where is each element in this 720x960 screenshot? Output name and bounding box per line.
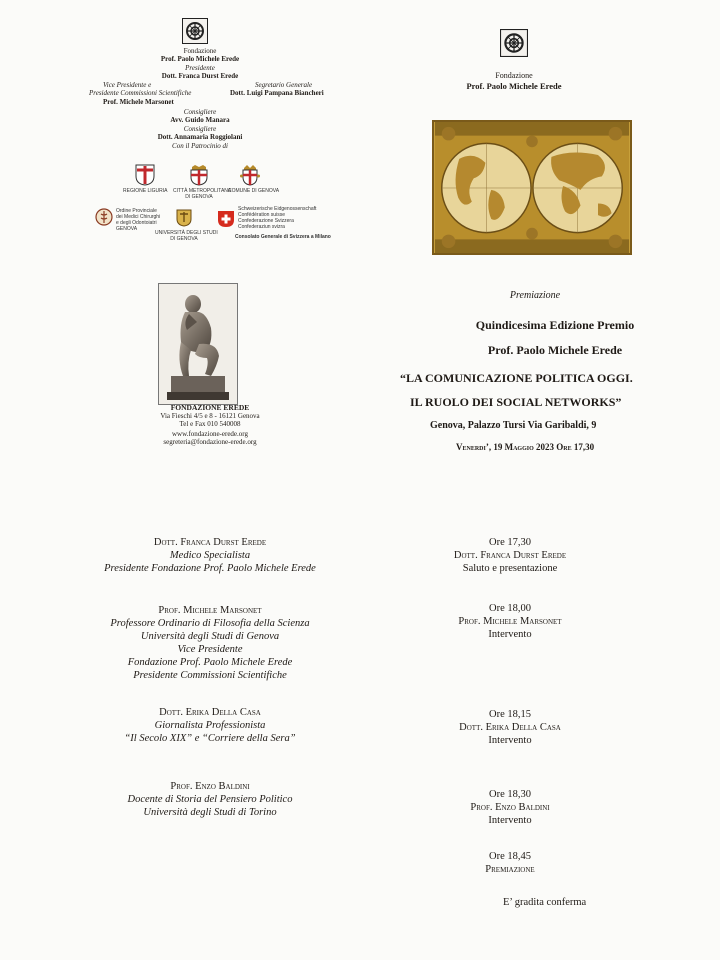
program-speaker: Dott. Erika Della Casa <box>459 722 561 733</box>
program-item <box>420 602 600 708</box>
address-title: FONDAZIONE EREDE <box>170 403 250 412</box>
program-time: Ore 18,00 <box>489 603 531 614</box>
premiazione-label: Premiazione <box>509 290 561 301</box>
speaker-line: Giornalista Professionista <box>154 720 266 731</box>
speaker-name: Prof. Enzo Baldini <box>170 781 250 792</box>
event-title-line-1: “LA COMUNICAZIONE POLITICA OGGI. <box>400 371 633 385</box>
swiss-label-1: Schweizerische Eidgenossenschaft <box>238 206 317 212</box>
foundation-label: Fondazione <box>183 47 217 55</box>
speaker-line: Docente di Storia del Pensiero Politico <box>127 794 293 805</box>
speaker-name: Prof. Michele Marsonet <box>158 605 262 616</box>
program-activity: Intervento <box>488 815 532 826</box>
program-item <box>420 536 600 602</box>
speaker-line: Presidente Commissioni Scientifiche <box>133 670 287 681</box>
ordine-medici-label-2: dei Medici Chirurghi <box>116 214 161 220</box>
citta-metropolitana-label-1: CITTÀ METROPOLITANA <box>173 188 232 194</box>
prize-name: Prof. Paolo Michele Erede <box>487 343 623 357</box>
thinker-statue-image <box>158 283 238 405</box>
program-activity: Saluto e presentazione <box>462 563 558 574</box>
speaker-line: Fondazione Prof. Paolo Michele Erede <box>127 657 293 668</box>
rsvp-note: E’ gradita conferma <box>503 897 587 908</box>
vice-role-2: Presidente Commissioni Scientifiche <box>89 89 192 97</box>
edition-title: Quindicesima Edizione Premio <box>475 318 635 332</box>
foundation-knot-logo <box>182 18 208 44</box>
comune-genova-crest-icon <box>240 164 260 186</box>
program-speaker: Premiazione <box>485 864 535 875</box>
program-activity: Intervento <box>488 629 532 640</box>
program-speaker: Dott. Franca Durst Erede <box>453 550 567 561</box>
speaker-line: Università degli Studi di Torino <box>143 807 277 818</box>
speaker-name: Dott. Erika Della Casa <box>159 707 261 718</box>
program-time: Ore 18,45 <box>489 851 531 862</box>
speaker-line: Università degli Studi di Genova <box>140 631 280 642</box>
secretary-role: Segretario Generale <box>255 81 313 89</box>
program-time: Ore 17,30 <box>489 537 531 548</box>
patronage-label: Con il Patrocinio di <box>172 142 228 150</box>
ordine-medici-logo-icon <box>95 208 113 226</box>
program-time: Ore 18,15 <box>489 709 531 720</box>
vice-role-1: Vice Presidente e <box>103 81 152 89</box>
universita-genova-crest-icon <box>176 209 192 227</box>
counsellor-name-1: Avv. Guido Manara <box>170 116 230 124</box>
comune-genova-label: COMUNE DI GENOVA <box>228 188 280 194</box>
right-foundation-name: Prof. Paolo Michele Erede <box>466 81 562 91</box>
ordine-medici-label-4: GENOVA <box>116 226 138 232</box>
speaker-line: Medico Specialista <box>169 550 251 561</box>
swiss-label-4: Confederaziun svizra <box>238 224 285 230</box>
program-speaker: Prof. Enzo Baldini <box>470 802 550 813</box>
program-column <box>420 536 600 876</box>
program-speaker: Prof. Michele Marsonet <box>458 616 562 627</box>
speaker-block <box>80 604 340 706</box>
foundation-name: Prof. Paolo Michele Erede <box>160 55 240 63</box>
foundation-knot-logo-right <box>500 28 528 58</box>
address-web[interactable]: www.fondazione-erede.org <box>172 430 248 438</box>
right-foundation-label: Fondazione <box>495 71 533 80</box>
left-panel <box>85 14 331 264</box>
program-item <box>420 708 600 788</box>
citta-metropolitana-label-2: DI GENOVA <box>185 194 213 200</box>
world-map-image <box>432 120 632 255</box>
citta-metropolitana-crest-icon <box>189 164 209 186</box>
swiss-label-2: Confédération suisse <box>238 212 285 218</box>
event-venue: Genova, Palazzo Tursi Via Garibaldi, 9 <box>430 420 597 431</box>
swiss-cross-icon <box>217 210 235 228</box>
swiss-label-5: Consolato Generale di Svizzera a Milano <box>235 234 331 240</box>
event-date: Venerdi’, 19 Maggio 2023 Ore 17,30 <box>456 442 595 452</box>
speaker-block <box>80 706 340 780</box>
address-line-1: Via Fieschi 4/5 e 8 - 16121 Genova <box>160 412 260 420</box>
speaker-line: Presidente Fondazione Prof. Paolo Michele Erede <box>104 563 316 574</box>
speaker-line: Professore Ordinario di Filosofia della Scienza <box>110 618 310 629</box>
regione-liguria-crest-icon <box>135 164 155 186</box>
speaker-line: “Il Secolo XIX” e “Corriere della Sera” <box>124 733 296 744</box>
speaker-name: Dott. Franca Durst Erede <box>153 537 267 548</box>
speaker-line: Vice Presidente <box>177 644 243 655</box>
address-line-2: Tel e Fax 010 540008 <box>179 420 241 428</box>
program-time: Ore 18,30 <box>489 789 531 800</box>
program-activity: Intervento <box>488 735 532 746</box>
program-item <box>420 788 600 850</box>
universita-label-2: DI GENOVA <box>170 236 198 242</box>
event-title-line-2: IL RUOLO DEI SOCIAL NETWORKS” <box>410 395 622 409</box>
counsellor-role-2: Consigliere <box>183 125 217 133</box>
ordine-medici-label-3: e degli Odontoiatri <box>116 220 157 226</box>
ordine-medici-label-1: Ordine Provinciale <box>116 208 157 214</box>
speaker-block <box>80 536 340 604</box>
vice-name: Prof. Michele Marsonet <box>103 98 174 106</box>
program-item <box>420 850 600 876</box>
speakers-column <box>80 536 340 819</box>
right-panel <box>400 20 710 470</box>
counsellor-role-1: Consigliere <box>183 108 217 116</box>
secretary-name: Dott. Luigi Pampana Biancheri <box>230 89 324 97</box>
president-name: Dott. Franca Durst Erede <box>161 72 239 80</box>
world-map-icon <box>434 122 630 253</box>
swiss-label-3: Confederazione Svizzera <box>238 218 294 224</box>
address-email[interactable]: segreteria@fondazione-erede.org <box>163 438 257 446</box>
regione-liguria-label: REGIONE LIGURIA <box>123 188 168 194</box>
address-block <box>120 404 300 446</box>
thinker-statue-icon <box>159 284 237 404</box>
president-role: Presidente <box>185 64 215 72</box>
universita-label-1: UNIVERSITÀ DEGLI STUDI <box>155 230 218 236</box>
speaker-block <box>80 780 340 819</box>
counsellor-name-2: Dott. Annamaria Roggiolani <box>157 133 243 141</box>
